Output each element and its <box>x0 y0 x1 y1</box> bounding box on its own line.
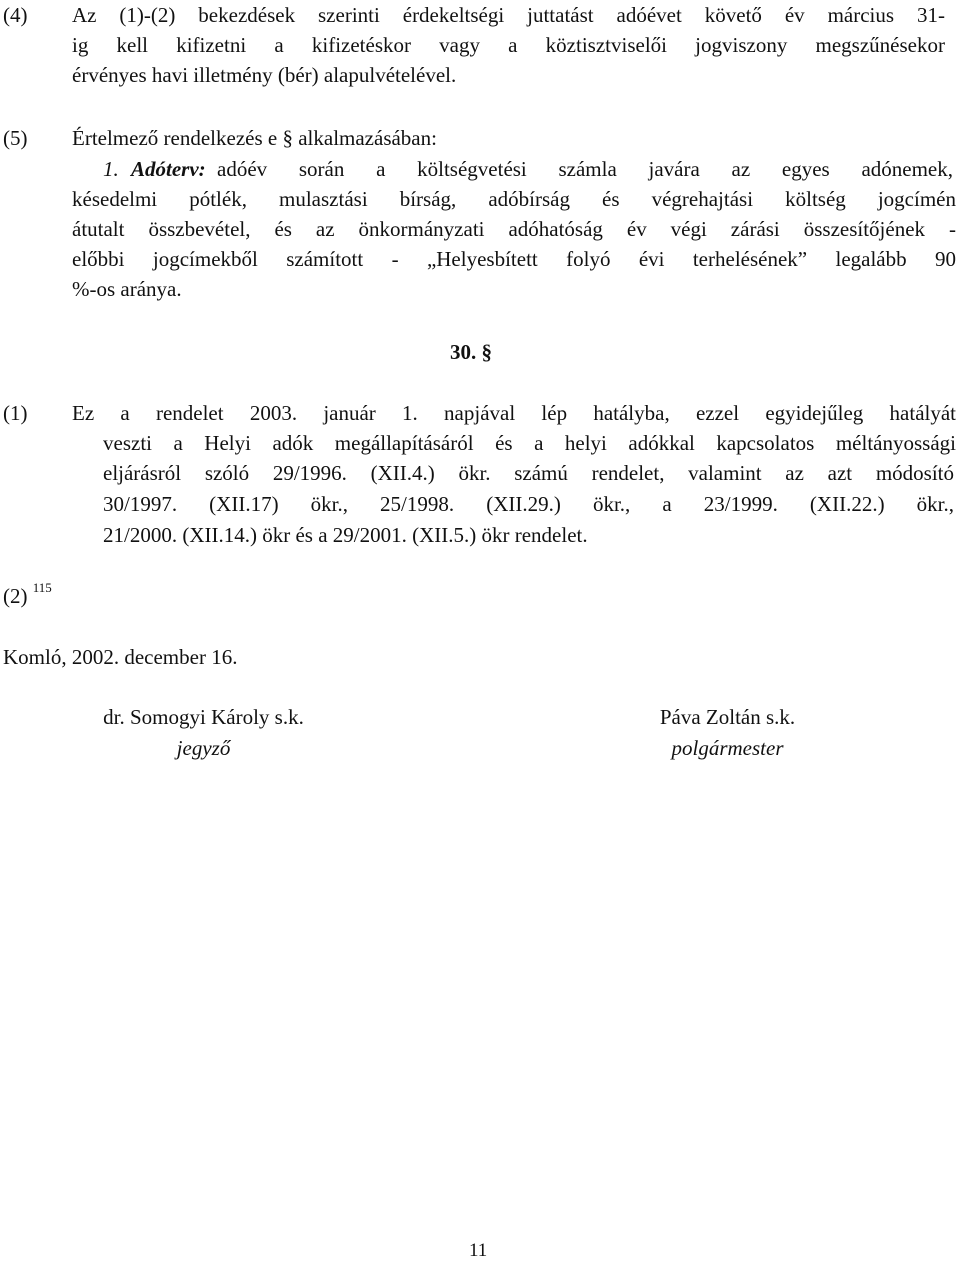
paragraph-number: (5) <box>3 126 28 150</box>
paragraph-line: 30/1997. (XII.17) ökr., 25/1998. (XII.29.) ökr., a 23/1999. (XII.22.) ökr., <box>103 492 954 516</box>
paragraph-number <box>3 580 52 609</box>
paragraph-number: (4) <box>3 3 28 27</box>
paragraph-number: (1) <box>3 401 28 425</box>
paragraph-line: ig kell kifizetni a kifizetéskor vagy a köztisztviselői jogviszony megszűnésekor <box>72 33 945 57</box>
page-number: 11 <box>469 1240 488 1261</box>
definition-line: késedelmi pótlék, mulasztási bírság, adóbírság és végrehajtási költség jogcímén <box>72 187 956 211</box>
item-number: 1. <box>103 157 119 181</box>
signature-role: polgármester <box>671 736 784 760</box>
definition-line: átutalt összbevétel, és az önkormányzati adóhatóság év végi zárási összesítőjének - <box>72 217 956 241</box>
footnote-reference: 115 <box>32 580 52 595</box>
paragraph-line: érvényes havi illetmény (bér) alapulvételével. <box>72 63 457 87</box>
section-title: 30. § <box>450 340 492 364</box>
paragraph-line: veszti a Helyi adók megállapításáról és a helyi adókkal kapcsolatos méltányossági <box>103 431 956 455</box>
place-date: Komló, 2002. december 16. <box>3 645 238 669</box>
paragraph-line: eljárásról szóló 29/1996. (XII.4.) ökr. számú rendelet, valamint az azt módosító <box>103 461 954 485</box>
definition-line: előbbi jogcímekből számított - „Helyesbített folyó évi terhelésének” legalább 90 <box>72 247 956 271</box>
signature-role: jegyző <box>176 736 231 760</box>
paragraph-number-text: (2) <box>3 584 28 608</box>
definition-line: %-os aránya. <box>72 277 182 301</box>
paragraph-line: 21/2000. (XII.14.) ökr és a 29/2001. (XII.5.) ökr rendelet. <box>103 523 588 547</box>
signature-name: Páva Zoltán s.k. <box>659 705 796 729</box>
paragraph-heading: Értelmező rendelkezés e § alkalmazásában: <box>72 126 437 150</box>
paragraph-line: Ez a rendelet 2003. január 1. napjával lép hatályba, ezzel egyidejűleg hatályát <box>72 401 956 425</box>
definition-line: adóév során a költségvetési számla javára az egyes adónemek, <box>217 157 953 181</box>
defined-term: Adóterv: <box>131 157 206 181</box>
signature-name: dr. Somogyi Károly s.k. <box>103 705 304 729</box>
paragraph-line: Az (1)-(2) bekezdések szerinti érdekeltségi juttatást adóévet követő év március 31- <box>72 3 945 27</box>
